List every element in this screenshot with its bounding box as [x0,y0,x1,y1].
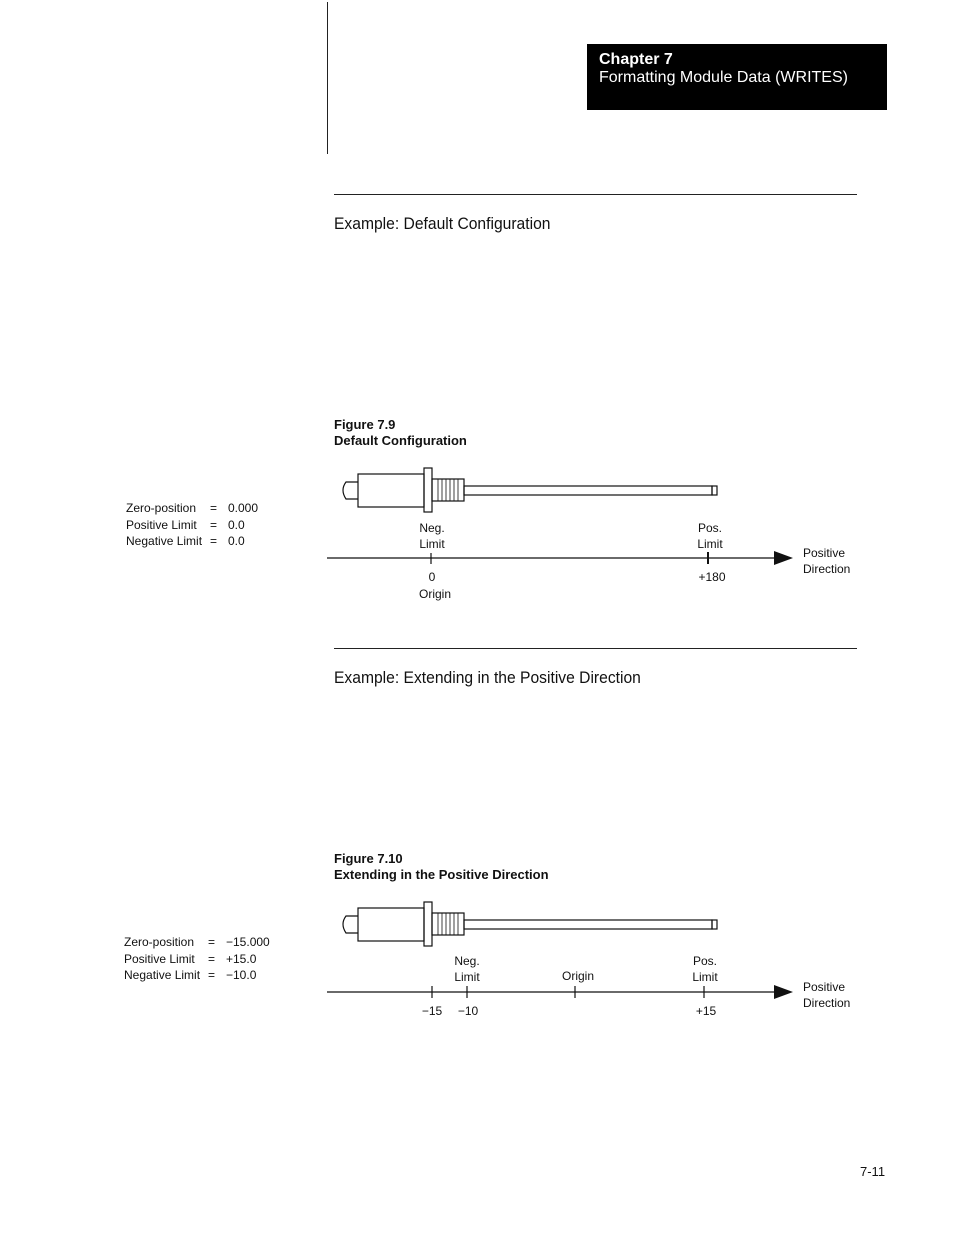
tick-label: −15 [421,1004,443,1018]
config-label: Negative Limit [126,534,203,548]
direction-label [803,979,850,1011]
pos-limit-label [685,953,725,985]
config-equals: = [208,935,216,949]
neg-limit-label-line: Neg. [419,521,445,535]
config-label: Negative Limit [124,968,201,982]
section-heading: Example: Default Configuration [334,214,551,233]
config-label: Zero-position [126,501,197,515]
pos-limit-label-line: Pos. [692,954,717,968]
neg-limit-label-line: Limit [454,970,480,984]
pos-limit-label-line: Limit [697,537,723,551]
pos-limit-label-line: Pos. [697,521,722,535]
transducer-icon [343,902,717,946]
page-number: 7-11 [860,1164,886,1179]
arrow-icon [774,985,793,999]
config-value: 0.000 [228,501,259,515]
config-value: 0.0 [228,534,245,548]
tick-label: +15 [695,1004,717,1018]
figure-title: Extending in the Positive Direction [334,867,549,882]
origin-label: Origin [418,587,451,601]
direction-label-line: Direction [803,562,851,576]
origin-label: Origin [561,969,594,983]
config-value: −15.000 [226,935,270,949]
figure-title: Default Configuration [334,433,467,448]
tick-label: +180 [698,570,726,584]
config-label: Positive Limit [126,517,197,532]
axis-line [327,985,793,999]
direction-label-line: Direction [803,996,851,1010]
figure-number: Figure 7.10 [334,851,403,866]
figure-number: Figure 7.9 [334,417,396,432]
config-value: +15.0 [226,951,257,966]
chapter-label: Chapter 7 [599,51,673,68]
config-equals: = [208,951,216,966]
chapter-title: Formatting Module Data (WRITES) [599,69,848,86]
neg-limit-label-line: Limit [419,537,445,551]
config-label: Zero-position [124,935,195,949]
config-label: Positive Limit [124,951,195,966]
neg-limit-label [447,953,487,985]
section-heading: Example: Extending in the Positive Direction [334,668,641,687]
config-equals: = [208,968,216,982]
pos-limit-label-line: Limit [692,970,718,984]
config-equals: = [210,517,218,532]
direction-label-line: Positive [803,980,846,994]
neg-limit-label-line: Neg. [454,954,480,968]
tick-label: 0 [428,570,436,584]
config-value: −10.0 [226,968,257,982]
tick-label: −10 [457,1004,479,1018]
config-equals: = [210,534,218,548]
direction-label-line: Positive [803,546,846,560]
config-value: 0.0 [228,517,245,532]
config-equals: = [210,501,218,515]
